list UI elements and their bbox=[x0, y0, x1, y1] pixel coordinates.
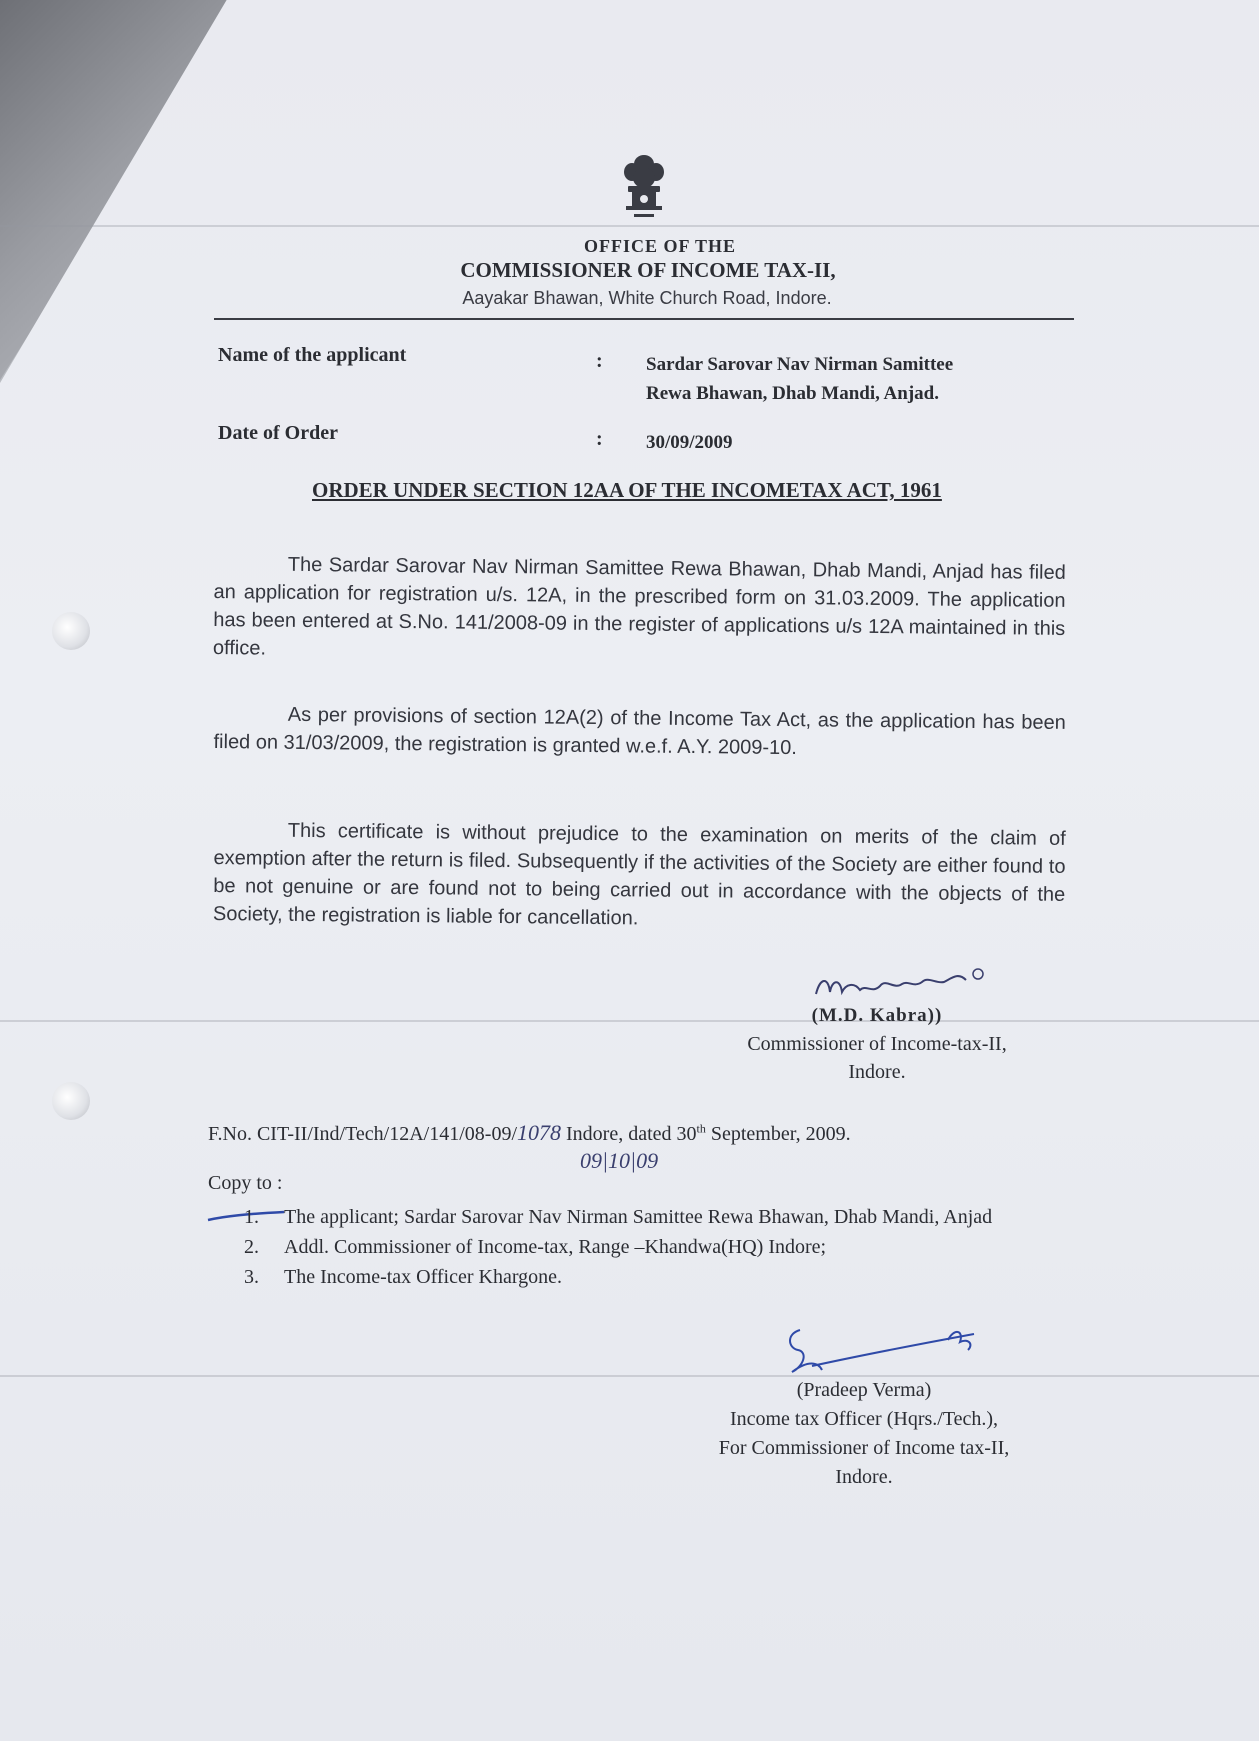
handwritten-date: 09|10|09 bbox=[580, 1148, 659, 1173]
kabra-signature-icon bbox=[810, 960, 1000, 1006]
colon: : bbox=[596, 350, 603, 372]
copy-to-list bbox=[244, 1204, 1064, 1294]
signatory-2-for: For Commissioner of Income tax-II, bbox=[718, 1437, 1010, 1459]
copy-item-number: 2. bbox=[244, 1236, 259, 1258]
signatory-2-name: (Pradeep Verma) bbox=[796, 1379, 932, 1401]
copy-item-number: 3. bbox=[244, 1266, 259, 1288]
paragraph-1: The Sardar Sarovar Nav Nirman Samittee Rewa Bhawan, Dhab Mandi, Anjad has filed an application for registration u/s. 12A, in the prescribed form on 31.03.2009. The application has been entered at S.No. 141/2008-09 in the register of applications u/s 12A maintained in this office. bbox=[212, 553, 1066, 660]
verma-signature-icon bbox=[778, 1320, 988, 1380]
commissioner-heading: COMMISSIONER OF INCOME TAX-II, bbox=[460, 258, 836, 282]
date-value: 30/09/2009 bbox=[646, 432, 733, 453]
signatory-1-designation: Commissioner of Income-tax-II, bbox=[747, 1033, 1007, 1055]
header-rule bbox=[214, 318, 1074, 320]
signatory-1 bbox=[682, 1002, 1072, 1086]
applicant-value bbox=[646, 350, 953, 408]
copy-item-text: Addl. Commissioner of Income-tax, Range –Khandwa(HQ) Indore; bbox=[284, 1236, 827, 1258]
signatory-2 bbox=[664, 1376, 1064, 1492]
date-label: Date of Order bbox=[218, 422, 338, 444]
applicant-label: Name of the applicant bbox=[218, 344, 407, 366]
file-number-handwritten: 1078 bbox=[517, 1120, 562, 1145]
applicant-name: Sardar Sarovar Nav Nirman Samittee bbox=[646, 354, 954, 375]
signatory-1-name: (M.D. Kabra)) bbox=[811, 1005, 943, 1026]
copy-item bbox=[244, 1234, 1064, 1260]
copy-to-label: Copy to : bbox=[208, 1172, 283, 1194]
punch-hole-bottom bbox=[52, 1082, 90, 1120]
file-number-date-tail: September, 2009. bbox=[705, 1123, 851, 1145]
copy-item bbox=[244, 1264, 1064, 1290]
copy-item-text: The Income-tax Officer Khargone. bbox=[284, 1266, 563, 1288]
colon: : bbox=[596, 428, 603, 450]
copy-item bbox=[244, 1204, 1064, 1230]
file-number-line bbox=[208, 1120, 851, 1146]
national-emblem-icon bbox=[618, 152, 670, 224]
signatory-2-place: Indore. bbox=[835, 1466, 893, 1488]
punch-hole-top bbox=[52, 612, 90, 650]
file-number-date: Indore, dated 30 bbox=[561, 1123, 697, 1145]
office-heading: OFFICE OF THE bbox=[583, 236, 737, 256]
copy-item-text: The applicant; Sardar Sarovar Nav Nirman Samittee Rewa Bhawan, Dhab Mandi, Anjad bbox=[284, 1206, 993, 1228]
fold-line bbox=[0, 1375, 1259, 1377]
copy-item-number: 1. bbox=[244, 1206, 259, 1228]
file-number-prefix: F.No. CIT-II/Ind/Tech/12A/141/08-09/ bbox=[208, 1123, 518, 1145]
paragraph-3: This certificate is without prejudice to the examination on merits of the claim of exemption after the return is filed. Subsequently if the activities of the Society are either found to be not genuine or are found not to being carried out in accordance with the objects of the Society, the registration is liable for cancellation. bbox=[212, 819, 1066, 930]
signatory-1-place: Indore. bbox=[848, 1061, 906, 1083]
paragraph-2: As per provisions of section 12A(2) of the Income Tax Act, as the application has been filed on 31/03/2009, the registration is granted w.e.f. A.Y. 2009-10. bbox=[213, 703, 1066, 760]
signatory-2-designation: Income tax Officer (Hqrs./Tech.), bbox=[729, 1408, 999, 1430]
applicant-address: Rewa Bhawan, Dhab Mandi, Anjad. bbox=[646, 383, 939, 404]
date-ordinal: th bbox=[696, 1121, 706, 1136]
fold-line bbox=[0, 225, 1259, 227]
order-title: ORDER UNDER SECTION 12AA OF THE INCOMETAX ACT, 1961 bbox=[312, 478, 942, 502]
office-address: Aayakar Bhawan, White Church Road, Indore. bbox=[462, 288, 832, 308]
